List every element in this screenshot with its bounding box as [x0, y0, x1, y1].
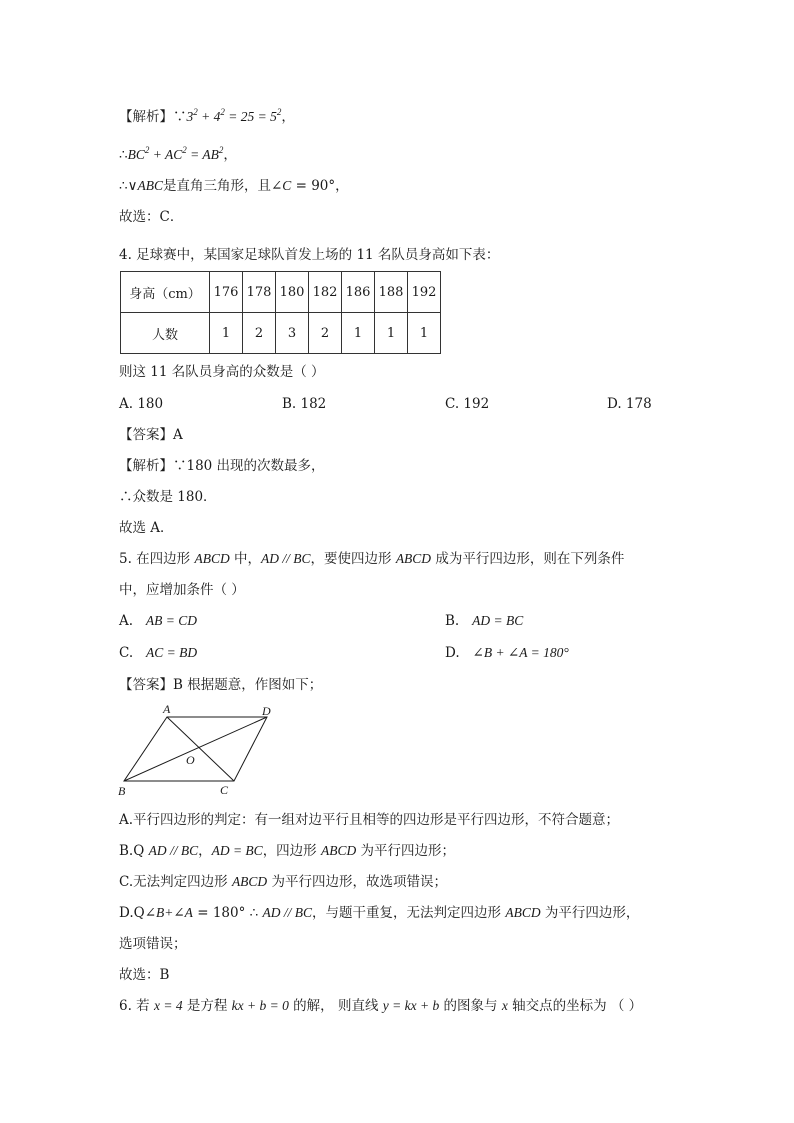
table-cell: 1: [342, 313, 375, 354]
table-header-cell: 身高（cm）: [121, 272, 210, 313]
analysis-label: 【解析】: [119, 109, 173, 125]
q4-option-d: D. 178: [607, 396, 652, 412]
q5-explain-a: A.平行四边形的判定：有一组对边平行且相等的四边形是平行四边形，不符合题意；: [119, 812, 620, 828]
table-cell: 178: [243, 272, 276, 313]
q4-option-b: B. 182: [282, 396, 327, 412]
vertex-label-c: C: [220, 783, 229, 797]
table-cell: 182: [309, 272, 342, 313]
q5-option-c: C. AC = BD: [119, 645, 198, 661]
q5-explain-d-line2: 选项错误；: [119, 936, 187, 952]
table-row: [121, 272, 441, 313]
height-table: [120, 271, 441, 354]
q5-explain-c: C.无法判定四边形 ABCD 为平行四边形，故选项错误；: [119, 874, 447, 890]
table-cell: 180: [276, 272, 309, 313]
q4-choice: 故选 A．: [119, 520, 174, 536]
q4-option-a: A. 180: [119, 396, 164, 412]
q5-stem-line1: 5. 在四边形 ABCD 中，AD // BC，要使四边形 ABCD 成为平行四边形，则在下列条件: [119, 551, 625, 567]
table-cell: 192: [408, 272, 441, 313]
table-cell: 2: [243, 313, 276, 354]
q4-stem: 4. 足球赛中，某国家足球队首发上场的 11 名队员身高如下表：: [119, 247, 500, 263]
parallelogram-figure: [112, 700, 292, 800]
table-cell: 188: [375, 272, 408, 313]
q4-question: 则这 11 名队员身高的众数是（ ）: [119, 364, 325, 380]
q5-option-b: B. AD = BC: [445, 613, 524, 629]
table-cell: 1: [408, 313, 441, 354]
q5-explain-b: B.Q AD // BC，AD = BC，四边形 ABCD 为平行四边形；: [119, 843, 456, 859]
center-label-o: O: [186, 753, 195, 767]
vertex-label-b: B: [118, 784, 126, 798]
table-cell: 1: [375, 313, 408, 354]
q4-option-c: C. 192: [445, 396, 490, 412]
q4-analysis-1: 【解析】∵180 出现的次数最多，: [119, 458, 325, 474]
table-cell: 3: [276, 313, 309, 354]
q5-answer: 【答案】B 根据题意，作图如下；: [119, 677, 323, 693]
table-row: [121, 313, 441, 354]
math-expression: $3^2 + 4^2 = 25 = 5^2$: [186, 107, 282, 124]
q5-choice: 故选：B: [119, 967, 170, 983]
q5-stem-line2: 中，应增加条件（ ）: [119, 582, 245, 598]
table-cell: 2: [309, 313, 342, 354]
math-expression: $BC^2 + AC^2 = AB^2$: [127, 145, 224, 162]
q4-answer: 【答案】A: [119, 427, 183, 443]
q3-analysis-line3: ∴∨ABC是直角三角形，且∠C = 90°，: [119, 178, 349, 194]
table-header-cell: 人数: [121, 313, 210, 354]
vertex-label-d: D: [262, 704, 271, 718]
diagonal-ac: [167, 717, 234, 781]
q5-explain-d: D.Q∠B+∠A = 180° ∴ AD // BC，与题干重复，无法判定四边形 ABCD 为平行四边形，: [119, 905, 640, 921]
q3-analysis-line1: 【解析】$\because 3^2 + 4^2 = 25 = 5^2$，: [119, 107, 295, 125]
table-cell: 186: [342, 272, 375, 313]
q6-stem: 6. 若 x = 4 是方程 kx + b = 0 的解， 则直线 y = kx + b 的图象与 x 轴交点的坐标为 （ ）: [119, 998, 643, 1014]
table-cell: 1: [210, 313, 243, 354]
q3-choice: 故选：C．: [119, 209, 184, 225]
q5-option-a: A. AB = CD: [119, 613, 198, 629]
table-cell: 176: [210, 272, 243, 313]
q4-analysis-2: ∴众数是 180．: [119, 489, 217, 505]
q5-option-d: D. ∠B + ∠A = 180°: [445, 645, 569, 661]
q3-analysis-line2: $\therefore BC^2 + AC^2 = AB^2$，: [119, 145, 237, 163]
vertex-label-a: A: [163, 702, 171, 716]
